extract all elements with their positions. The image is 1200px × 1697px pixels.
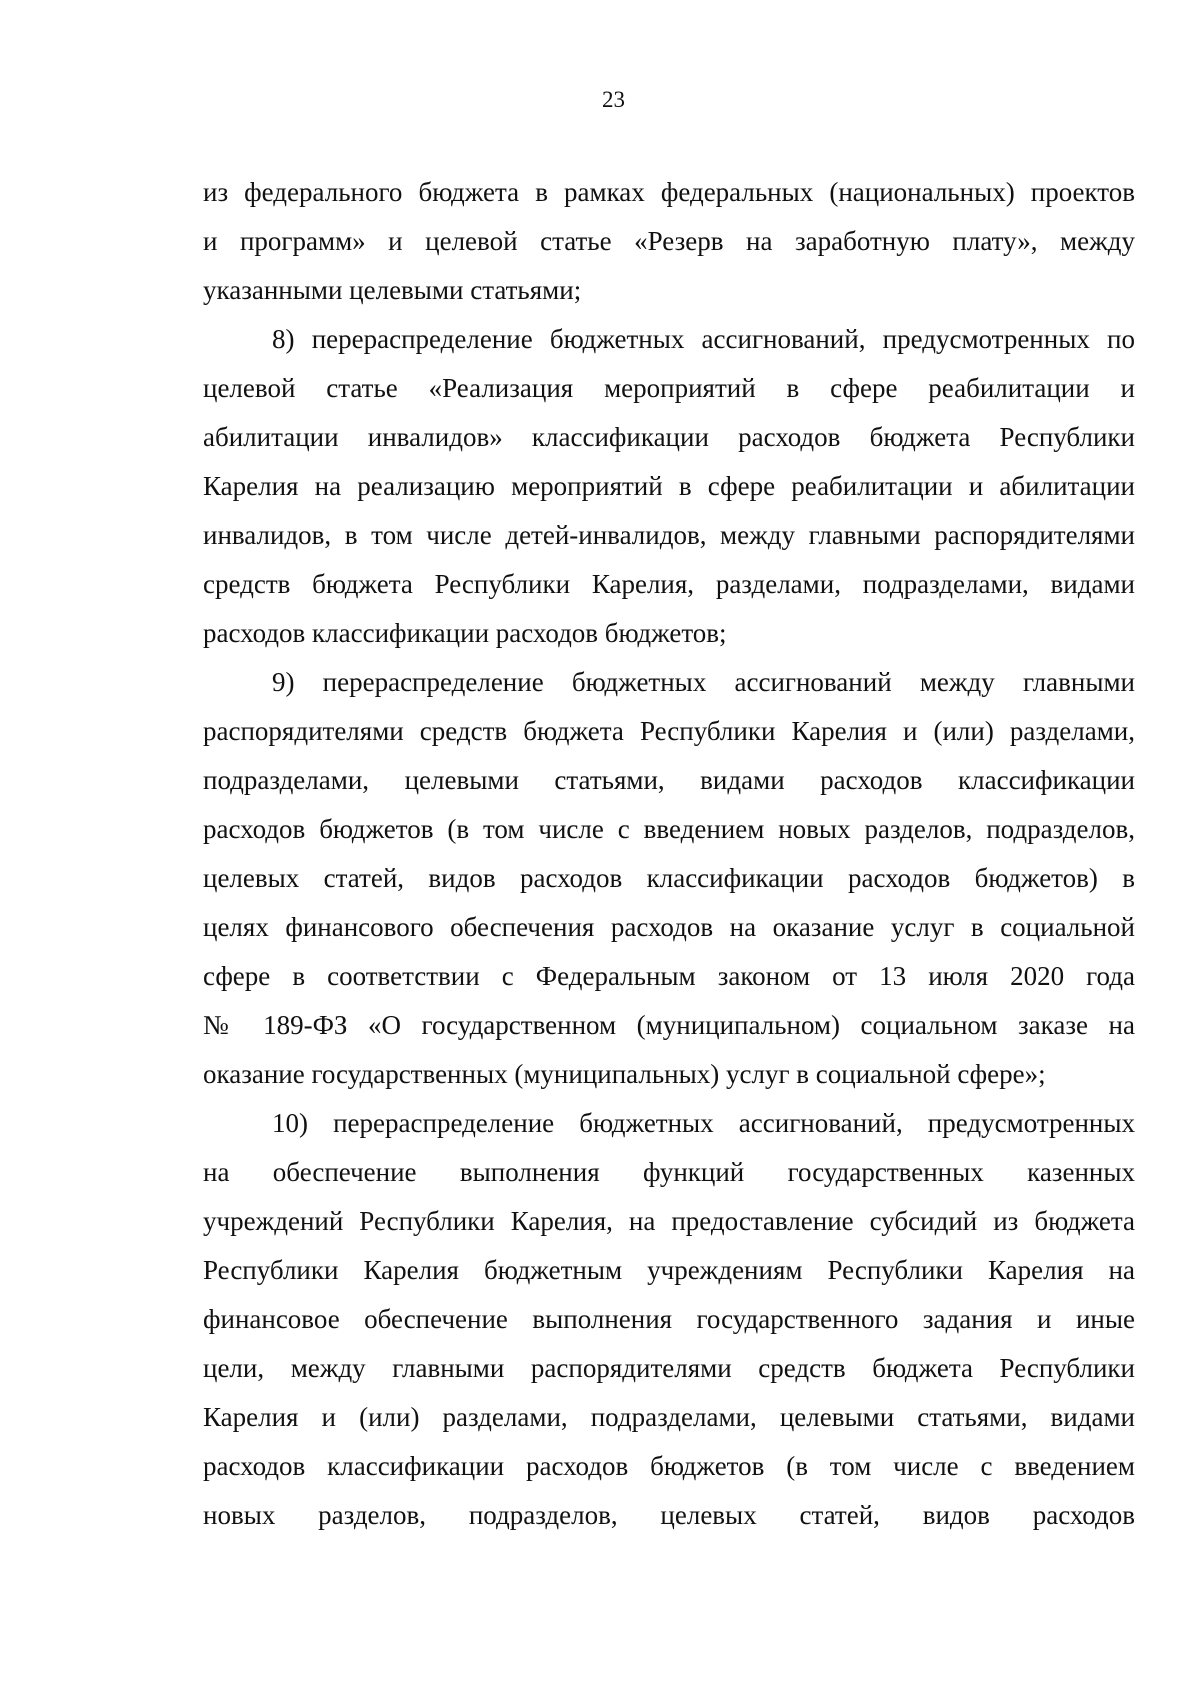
text-line: Республики Карелия бюджетным учреждениям Республики Карелия на (203, 1255, 1135, 1285)
text-line: распорядителями средств бюджета Республики Карелия и (или) разделами, (203, 716, 1135, 746)
text-line: и программ» и целевой статье «Резерв на заработную плату», между (203, 226, 1135, 256)
text-line: оказание государственных (муниципальных) услуг в социальной сфере»; (203, 1059, 1046, 1089)
text-line: 9) перераспределение бюджетных ассигнований между главными (272, 667, 1135, 697)
text-line: 8) перераспределение бюджетных ассигнований, предусмотренных по (272, 324, 1135, 354)
text-line: средств бюджета Республики Карелия, разделами, подразделами, видами (203, 569, 1135, 599)
text-line: расходов классификации расходов бюджетов; (203, 618, 727, 648)
text-line: сфере в соответствии с Федеральным законом от 13 июля 2020 года (203, 961, 1135, 991)
text-line: Карелия на реализацию мероприятий в сфере реабилитации и абилитации (203, 471, 1135, 501)
text-line: целях финансового обеспечения расходов на оказание услуг в социальной (203, 912, 1135, 942)
paragraph-continuation (203, 168, 1135, 315)
text-line: Карелия и (или) разделами, подразделами, целевыми статьями, видами (203, 1402, 1135, 1432)
paragraph-item-8 (203, 315, 1135, 658)
text-line: № 189-ФЗ «О государственном (муниципальном) социальном заказе на (203, 1010, 1135, 1040)
text-line: целевых статей, видов расходов классификации расходов бюджетов) в (203, 863, 1135, 893)
text-line: из федерального бюджета в рамках федеральных (национальных) проектов (203, 177, 1135, 207)
text-line: расходов классификации расходов бюджетов (в том числе с введением (203, 1451, 1135, 1481)
text-line: финансовое обеспечение выполнения государственного задания и иные (203, 1304, 1135, 1334)
text-line: учреждений Республики Карелия, на предоставление субсидий из бюджета (203, 1206, 1135, 1236)
text-line: расходов бюджетов (в том числе с введением новых разделов, подразделов, (203, 814, 1135, 844)
text-line: цели, между главными распорядителями средств бюджета Республики (203, 1353, 1135, 1383)
text-line: целевой статье «Реализация мероприятий в сфере реабилитации и (203, 373, 1135, 403)
page-number: 23 (602, 87, 625, 112)
paragraph-item-9 (203, 658, 1135, 1099)
text-line: абилитации инвалидов» классификации расходов бюджета Республики (203, 422, 1135, 452)
text-line: новых разделов, подразделов, целевых статей, видов расходов (203, 1500, 1135, 1530)
text-line: инвалидов, в том числе детей-инвалидов, между главными распорядителями (203, 520, 1135, 550)
text-line: на обеспечение выполнения функций государственных казенных (203, 1157, 1135, 1187)
document-body (203, 168, 1135, 1540)
paragraph-item-10 (203, 1099, 1135, 1540)
text-line: подразделами, целевыми статьями, видами расходов классификации (203, 765, 1135, 795)
text-line: 10) перераспределение бюджетных ассигнований, предусмотренных (272, 1108, 1135, 1138)
text-line: указанными целевыми статьями; (203, 275, 582, 305)
